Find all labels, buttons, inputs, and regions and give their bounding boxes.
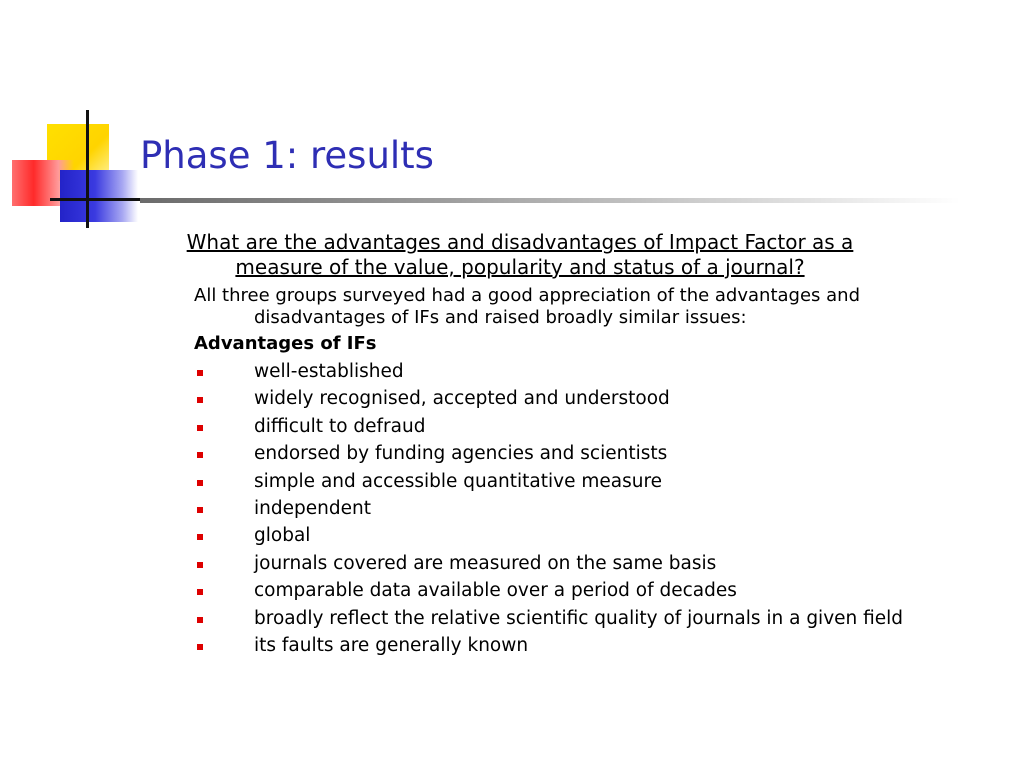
decorative-blue-block: [60, 170, 138, 222]
red-square-bullet-icon: [197, 452, 203, 458]
title-underline-rule: [140, 198, 960, 203]
intro-paragraph: All three groups surveyed had a good appreciation of the advantages and disadvantages of IFs and raised broadly similar issues:: [194, 285, 860, 328]
list-item-text: endorsed by funding agencies and scientists: [254, 443, 668, 465]
list-item-text: global: [254, 525, 311, 547]
list-item-text: simple and accessible quantitative measure: [254, 470, 663, 492]
list-item-text: journals covered are measured on the same basis: [254, 552, 717, 574]
list-item-text: its faults are generally known: [254, 634, 529, 656]
question-text: What are the advantages and disadvantages of Impact Factor as a measure of the value, popularity and status of a journal?: [186, 230, 854, 279]
list-item-text: independent: [254, 497, 371, 519]
list-item-text: broadly reflect the relative scientific quality of journals in a given field: [254, 607, 904, 629]
red-square-bullet-icon: [197, 589, 203, 595]
list-item-text: well-established: [254, 361, 404, 382]
red-square-bullet-icon: [197, 370, 203, 376]
decorative-vertical-line: [86, 110, 89, 228]
red-square-bullet-icon: [197, 507, 203, 513]
slide-title: Phase 1: results: [140, 134, 434, 177]
red-square-bullet-icon: [197, 562, 203, 568]
red-square-bullet-icon: [197, 644, 203, 650]
red-square-bullet-icon: [197, 397, 203, 403]
advantages-heading: Advantages of IFs: [194, 333, 377, 354]
list-item-text: widely recognised, accepted and understood: [254, 388, 670, 410]
red-square-bullet-icon: [197, 617, 203, 623]
red-square-bullet-icon: [197, 534, 203, 540]
red-square-bullet-icon: [197, 425, 203, 431]
red-square-bullet-icon: [197, 480, 203, 486]
list-item-text: difficult to defraud: [254, 415, 426, 437]
list-item-text: comparable data available over a period of decades: [254, 580, 737, 602]
